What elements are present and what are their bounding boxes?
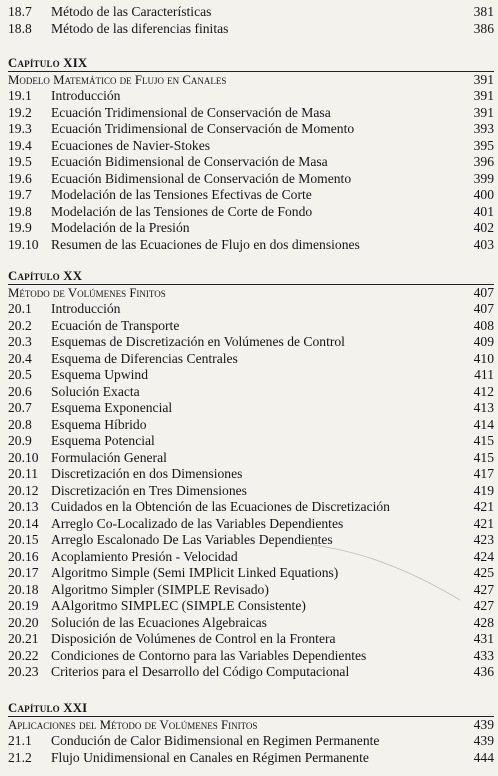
toc-entry-title: Ecuación Tridimensional de Conservación de Momento — [51, 121, 355, 136]
toc-entry-page: 417 — [473, 466, 494, 481]
toc-entry-page: 410 — [473, 350, 494, 366]
toc-entry-title: Ecuación Bidimensional de Conservación de Momento — [51, 170, 352, 186]
toc-entry-number: 18.7 — [8, 4, 32, 19]
toc-entry-page: 436 — [473, 664, 494, 679]
toc-entry — [8, 367, 494, 383]
toc-entry-number: 20.8 — [8, 416, 32, 432]
toc-entry — [8, 733, 494, 749]
chapter-title-row — [8, 285, 494, 301]
toc-entry-page: 433 — [473, 647, 494, 663]
toc-entry-title: Algoritmo Simpler (SIMPLE Revisado) — [51, 581, 269, 597]
toc-entry-page: 431 — [473, 631, 494, 646]
toc-entry-title: Método de las diferencias finitas — [51, 20, 229, 36]
toc-entry-page: 419 — [473, 482, 494, 498]
toc-entry-page: 428 — [473, 614, 494, 630]
toc-entry-number: 20.18 — [8, 581, 39, 597]
toc-entry-page: 415 — [473, 433, 494, 448]
toc-entry — [8, 21, 494, 37]
toc-entry-title: Arreglo Escalonado De Las Variables Dependientes — [51, 532, 333, 547]
toc-entry-title: Acoplamiento Presión - Velocidad — [51, 548, 238, 564]
toc-entry-page: 400 — [473, 187, 494, 202]
toc-entry — [8, 384, 494, 400]
toc-entry-page: 399 — [473, 170, 494, 186]
toc-entry-page: 408 — [473, 317, 494, 333]
toc-entry — [8, 466, 494, 482]
toc-entry — [8, 187, 494, 203]
toc-entry-page: 381 — [473, 4, 494, 19]
toc-entry — [8, 664, 494, 680]
toc-entry-title: Flujo Unidimensional en Canales en Régimen Permanente — [51, 749, 369, 765]
toc-entry — [8, 154, 494, 170]
toc-entry-title: Esquema Exponencial — [51, 400, 173, 415]
toc-entry-number: 18.8 — [8, 20, 32, 36]
toc-entry — [8, 138, 494, 154]
toc-entry-title: Disposición de Volúmenes de Control en la Frontera — [51, 631, 336, 646]
chapter-title-page: 391 — [473, 72, 494, 87]
toc-entry-title: Ecuación de Transporte — [51, 317, 180, 333]
toc-entry — [8, 220, 494, 236]
toc-entry-page: 411 — [474, 367, 494, 382]
toc-entry-title: Cuidados en la Obtención de las Ecuaciones de Discretización — [51, 499, 390, 514]
toc-entry-number: 20.13 — [8, 499, 39, 514]
toc-entry-title: Ecuación Bidimensional de Conservación de Masa — [51, 154, 328, 169]
chapter-heading: Capítulo XXI — [8, 701, 88, 715]
toc-entry — [8, 301, 494, 317]
chapter-title: Método de Volúmenes Finitos — [8, 286, 166, 300]
toc-entry — [8, 105, 494, 121]
toc-entry — [8, 171, 494, 187]
toc-entry-page: 414 — [473, 416, 494, 432]
toc-entry-page: 444 — [473, 749, 494, 765]
toc-entry-title: Modelación de las Tensiones Efectivas de Corte — [51, 187, 312, 202]
toc-entry — [8, 4, 494, 20]
toc-entry-number: 20.6 — [8, 383, 32, 399]
toc-entry — [8, 598, 494, 614]
toc-entry-page: 395 — [473, 137, 494, 153]
toc-entry — [8, 750, 494, 766]
toc-entry-page: 396 — [473, 154, 494, 169]
toc-entry-page: 427 — [473, 598, 494, 613]
chapter-heading: Capítulo XX — [8, 269, 83, 283]
toc-entry-number: 20.19 — [8, 598, 39, 613]
toc-entry-number: 19.5 — [8, 154, 32, 169]
toc-entry-number: 20.16 — [8, 548, 39, 564]
toc-entry-page: 412 — [473, 383, 494, 399]
toc-entry-number: 20.4 — [8, 350, 32, 366]
chapter-heading: Capítulo XIX — [8, 56, 88, 70]
toc-entry-number: 20.7 — [8, 400, 32, 415]
toc-entry — [8, 483, 494, 499]
toc-entry-title: Ecuaciones de Navier-Stokes — [51, 137, 211, 153]
toc-entry — [8, 121, 494, 137]
toc-entry-number: 20.9 — [8, 433, 32, 448]
toc-entry-page: 427 — [473, 581, 494, 597]
toc-entry-number: 20.11 — [8, 466, 39, 481]
toc-entry-number: 19.2 — [8, 104, 32, 120]
toc-entry-number: 19.6 — [8, 170, 32, 186]
toc-entry — [8, 648, 494, 664]
toc-entry — [8, 400, 494, 416]
toc-entry-number: 20.1 — [8, 301, 32, 316]
toc-entry-page: 425 — [473, 565, 494, 580]
toc-entry-title: Condiciones de Contorno para las Variables Dependientes — [51, 647, 367, 663]
toc-entry-title: Discretización en dos Dimensiones — [51, 466, 243, 481]
toc-entry-number: 19.3 — [8, 121, 32, 136]
toc-entry-number: 20.12 — [8, 482, 39, 498]
toc-entry-title: Formulación General — [51, 449, 167, 465]
toc-entry — [8, 565, 494, 581]
chapter-title-page: 439 — [473, 717, 494, 732]
toc-entry-page: 421 — [473, 515, 494, 531]
chapter-title: Aplicaciones del Método de Volúmenes Finitos — [8, 718, 258, 732]
toc-entry-number: 19.1 — [8, 88, 32, 103]
toc-entry-number: 20.15 — [8, 532, 39, 547]
toc-entry-page: 424 — [473, 548, 494, 564]
toc-entry-page: 439 — [473, 733, 494, 748]
toc-entry-page: 386 — [473, 20, 494, 36]
toc-entry — [8, 516, 494, 532]
toc-entry-page: 413 — [473, 400, 494, 415]
toc-entry-number: 20.21 — [8, 631, 39, 646]
toc-entry-title: Método de las Características — [51, 4, 212, 19]
toc-entry — [8, 204, 494, 220]
toc-entry-page: 415 — [473, 449, 494, 465]
toc-entry-number: 20.2 — [8, 317, 32, 333]
toc-entry-page: 401 — [473, 203, 494, 219]
toc-entry-number: 20.20 — [8, 614, 39, 630]
toc-entry-title: Esquema Híbrido — [51, 416, 147, 432]
toc-entry-title: Introducción — [51, 301, 121, 316]
toc-entry-number: 19.7 — [8, 187, 32, 202]
toc-entry-page: 391 — [473, 88, 494, 103]
toc-entry-title: AAlgoritmo SIMPLEC (SIMPLE Consistente) — [51, 598, 306, 613]
toc-entry-title: Modelación de las Tensiones de Corte de Fondo — [51, 203, 313, 219]
toc-entry — [8, 351, 494, 367]
toc-entry — [8, 532, 494, 548]
toc-entry-title: Introducción — [51, 88, 121, 103]
toc-entry-number: 20.17 — [8, 565, 39, 580]
toc-entry-page: 391 — [473, 104, 494, 120]
toc-entry-number: 21.2 — [8, 749, 32, 765]
toc-entry — [8, 582, 494, 598]
toc-entry-page: 407 — [473, 301, 494, 316]
toc-entry-page: 421 — [473, 499, 494, 514]
toc-entry — [8, 499, 494, 515]
toc-entry — [8, 88, 494, 104]
toc-entry-title: Esquema Upwind — [51, 367, 149, 382]
toc-entry — [8, 631, 494, 647]
toc-entry — [8, 417, 494, 433]
toc-entry-number: 19.9 — [8, 220, 32, 235]
toc-entry — [8, 549, 494, 565]
chapter-title-row — [8, 72, 494, 88]
toc-entry-title: Condución de Calor Bidimensional en Regimen Permanente — [51, 733, 380, 748]
toc-entry-number: 20.22 — [8, 647, 39, 663]
toc-entry — [8, 450, 494, 466]
toc-entry — [8, 334, 494, 350]
toc-entry — [8, 433, 494, 449]
toc-entry-number: 19.4 — [8, 137, 32, 153]
toc-entry-number: 20.5 — [8, 367, 32, 382]
toc-entry-number: 20.10 — [8, 449, 39, 465]
chapter-title: Modelo Matemático de Flujo en Canales — [8, 73, 227, 87]
toc-entry-page: 402 — [473, 220, 494, 235]
toc-entry-number: 20.14 — [8, 515, 39, 531]
toc-entry-title: Resumen de las Ecuaciones de Flujo en dos dimensiones — [51, 236, 360, 252]
toc-entry-title: Algoritmo Simple (Semi IMPlicit Linked Equations) — [51, 565, 339, 580]
toc-entry-number: 21.1 — [8, 733, 32, 748]
toc-entry-page: 409 — [473, 334, 494, 349]
toc-entry-number: 20.3 — [8, 334, 32, 349]
toc-entry — [8, 615, 494, 631]
toc-entry-title: Ecuación Tridimensional de Conservación de Masa — [51, 104, 331, 120]
toc-entry-title: Solución Exacta — [51, 383, 140, 399]
toc-entry-title: Discretización en Tres Dimensiones — [51, 482, 247, 498]
toc-entry-title: Modelación de la Presión — [51, 220, 190, 235]
toc-entry — [8, 318, 494, 334]
toc-entry-page: 393 — [473, 121, 494, 136]
toc-entry-title: Arreglo Co-Localizado de las Variables Dependientes — [51, 515, 344, 531]
toc-entry-title: Criterios para el Desarrollo del Código Computacional — [51, 664, 350, 679]
toc-entry-number: 19.8 — [8, 203, 32, 219]
toc-entry-number: 19.10 — [8, 236, 39, 252]
toc-entry-title: Esquema Potencial — [51, 433, 155, 448]
toc-entry-title: Solución de las Ecuaciones Algebraicas — [51, 614, 267, 630]
toc-entry-page: 423 — [473, 532, 494, 547]
chapter-title-row — [8, 717, 494, 733]
toc-entry-title: Esquema de Diferencias Centrales — [51, 350, 238, 366]
chapter-title-page: 407 — [473, 285, 494, 300]
toc-entry-number: 20.23 — [8, 664, 39, 679]
toc-entry — [8, 237, 494, 253]
toc-entry-title: Esquemas de Discretización en Volúmenes de Control — [51, 334, 345, 349]
toc-entry-page: 403 — [473, 236, 494, 252]
